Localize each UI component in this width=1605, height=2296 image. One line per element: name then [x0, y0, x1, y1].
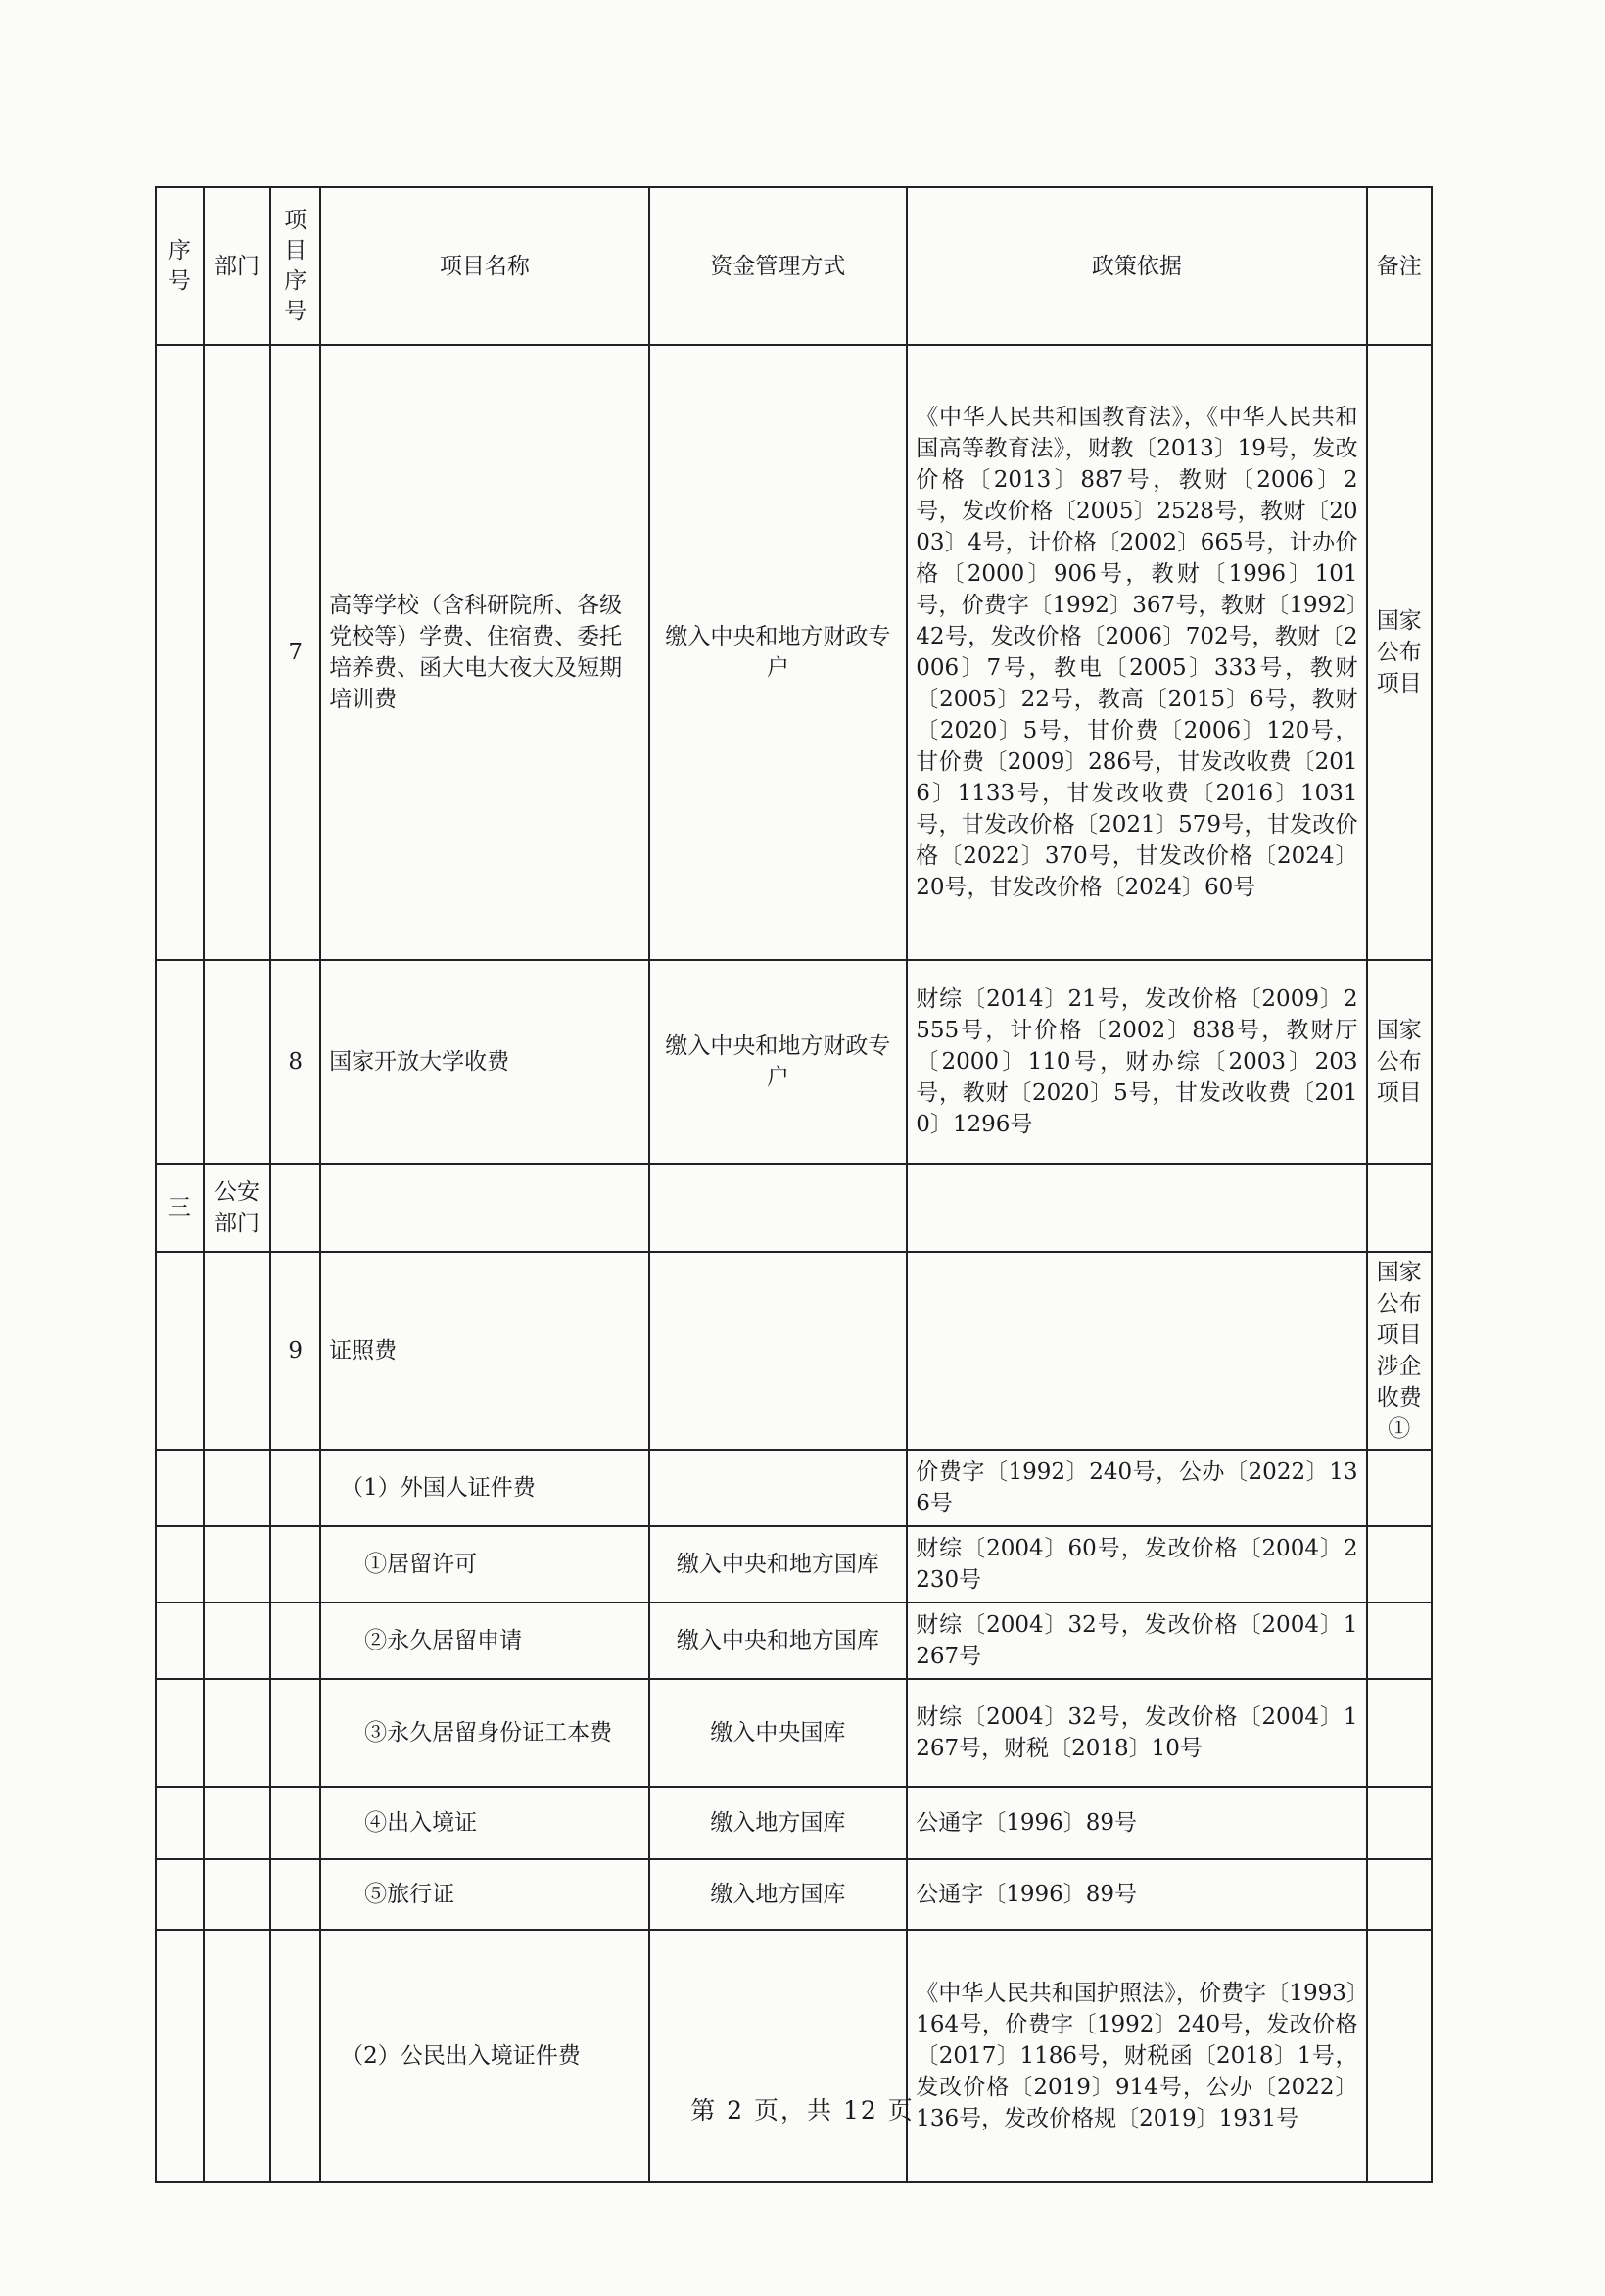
cell-item-seq — [270, 1930, 320, 2182]
cell-item-seq — [270, 1164, 320, 1252]
cell-policy: 《中华人民共和国教育法》，《中华人民共和国高等教育法》，财教〔2013〕19号，发改价格〔2013〕887号，教财〔2006〕2号，发改价格〔2005〕2528号，教财〔2003〕4号，计价格〔2002〕665号，计办价格〔2000〕906号，教财〔1996〕101号，价费字〔1992〕367号，教财〔1992〕42号，发改价格〔2006〕702号，教财〔2006〕7号，教电〔2005〕333号，教财〔2005〕22号，教高〔2015〕6号，教财〔2020〕5号，甘价费〔2006〕120号，甘价费〔2009〕286号，甘发改收费〔2016〕1133号，甘发改收费〔2016〕1031号，甘发改价格〔2021〕579号，甘发改价格〔2022〕370号，甘发改价格〔2024〕20号，甘发改价格〔2024〕60号 — [907, 345, 1366, 960]
table-header-row — [156, 187, 1432, 345]
cell-name: 国家开放大学收费 — [320, 960, 648, 1164]
cell-fund: 缴入中央和地方财政专户 — [649, 345, 908, 960]
cell-seq: 三 — [156, 1164, 204, 1252]
cell-policy: 财综〔2004〕32号，发改价格〔2004〕1267号 — [907, 1602, 1366, 1679]
cell-note — [1367, 1787, 1433, 1859]
cell-seq — [156, 1602, 204, 1679]
cell-seq — [156, 1787, 204, 1859]
cell-policy: 财综〔2004〕32号，发改价格〔2004〕1267号，财税〔2018〕10号 — [907, 1679, 1366, 1787]
cell-name: 证照费 — [320, 1252, 648, 1450]
cell-name: ④出入境证 — [320, 1787, 648, 1859]
cell-fund: 缴入中央国库 — [649, 1679, 908, 1787]
table-row — [156, 1450, 1432, 1526]
header-item-seq: 项目序号 — [270, 187, 320, 345]
cell-fund — [649, 1252, 908, 1450]
cell-seq — [156, 345, 204, 960]
cell-seq — [156, 1450, 204, 1526]
cell-item-seq — [270, 1787, 320, 1859]
cell-note: 国家公布项目 — [1367, 960, 1433, 1164]
cell-item-seq: 7 — [270, 345, 320, 960]
table-row — [156, 1602, 1432, 1679]
cell-dept — [204, 1930, 271, 2182]
table-row — [156, 345, 1432, 960]
header-note: 备注 — [1367, 187, 1433, 345]
cell-dept — [204, 1602, 271, 1679]
table-row — [156, 1164, 1432, 1252]
cell-seq — [156, 960, 204, 1164]
cell-name — [320, 1164, 648, 1252]
cell-note — [1367, 1164, 1433, 1252]
cell-dept — [204, 1787, 271, 1859]
cell-seq — [156, 1859, 204, 1930]
cell-policy: 公通字〔1996〕89号 — [907, 1787, 1366, 1859]
table-row — [156, 1859, 1432, 1930]
cell-fund: 缴入中央和地方财政专户 — [649, 960, 908, 1164]
cell-item-seq — [270, 1859, 320, 1930]
cell-policy: 公通字〔1996〕89号 — [907, 1859, 1366, 1930]
cell-dept — [204, 345, 271, 960]
cell-policy: 财综〔2004〕60号，发改价格〔2004〕2230号 — [907, 1526, 1366, 1602]
cell-name: ③永久居留身份证工本费 — [320, 1679, 648, 1787]
table-row — [156, 1679, 1432, 1787]
cell-name: 高等学校（含科研院所、各级党校等）学费、住宿费、委托培养费、函大电大夜大及短期培训费 — [320, 345, 648, 960]
cell-policy: 《中华人民共和国护照法》，价费字〔1993〕164号，价费字〔1992〕240号，发改价格〔2017〕1186号，财税函〔2018〕1号，发改价格〔2019〕914号，公办〔2022〕136号，发改价格规〔2019〕1931号 — [907, 1930, 1366, 2182]
table-row — [156, 1930, 1432, 2182]
cell-note — [1367, 1602, 1433, 1679]
cell-item-seq: 8 — [270, 960, 320, 1164]
cell-policy: 财综〔2014〕21号，发改价格〔2009〕2555号，计价格〔2002〕838号，教财厅〔2000〕110号，财办综〔2003〕203号，教财〔2020〕5号，甘发改收费〔2010〕1296号 — [907, 960, 1366, 1164]
table-row — [156, 1252, 1432, 1450]
cell-note: 国家公布项目 — [1367, 345, 1433, 960]
cell-policy — [907, 1252, 1366, 1450]
cell-note — [1367, 1450, 1433, 1526]
cell-dept — [204, 1450, 271, 1526]
cell-dept — [204, 1679, 271, 1787]
header-fund: 资金管理方式 — [649, 187, 908, 345]
cell-dept — [204, 1526, 271, 1602]
cell-seq — [156, 1252, 204, 1450]
cell-name: （1）外国人证件费 — [320, 1450, 648, 1526]
cell-item-seq — [270, 1526, 320, 1602]
cell-fund — [649, 1164, 908, 1252]
table-row — [156, 1787, 1432, 1859]
cell-seq — [156, 1930, 204, 2182]
header-dept: 部门 — [204, 187, 271, 345]
cell-fund — [649, 1930, 908, 2182]
cell-fund: 缴入地方国库 — [649, 1859, 908, 1930]
cell-name: ①居留许可 — [320, 1526, 648, 1602]
cell-dept — [204, 960, 271, 1164]
header-policy: 政策依据 — [907, 187, 1366, 345]
cell-name: ⑤旅行证 — [320, 1859, 648, 1930]
cell-policy — [907, 1164, 1366, 1252]
cell-fund: 缴入中央和地方国库 — [649, 1602, 908, 1679]
cell-seq — [156, 1679, 204, 1787]
cell-dept — [204, 1252, 271, 1450]
cell-fund — [649, 1450, 908, 1526]
cell-seq — [156, 1526, 204, 1602]
cell-note — [1367, 1930, 1433, 2182]
table-row — [156, 960, 1432, 1164]
cell-item-seq: 9 — [270, 1252, 320, 1450]
cell-note: 国家公布项目涉企收费① — [1367, 1252, 1433, 1450]
cell-fund: 缴入地方国库 — [649, 1787, 908, 1859]
cell-item-seq — [270, 1450, 320, 1526]
cell-item-seq — [270, 1679, 320, 1787]
cell-note — [1367, 1859, 1433, 1930]
fee-table — [155, 186, 1433, 2183]
cell-name: ②永久居留申请 — [320, 1602, 648, 1679]
cell-fund: 缴入中央和地方国库 — [649, 1526, 908, 1602]
page-number: 第 2 页，共 12 页 — [690, 2096, 915, 2125]
header-name: 项目名称 — [320, 187, 648, 345]
header-seq: 序号 — [156, 187, 204, 345]
cell-note — [1367, 1679, 1433, 1787]
table-row — [156, 1526, 1432, 1602]
cell-dept — [204, 1859, 271, 1930]
cell-note — [1367, 1526, 1433, 1602]
cell-name: （2）公民出入境证件费 — [320, 1930, 648, 2182]
cell-item-seq — [270, 1602, 320, 1679]
cell-dept: 公安部门 — [204, 1164, 271, 1252]
cell-policy: 价费字〔1992〕240号，公办〔2022〕136号 — [907, 1450, 1366, 1526]
